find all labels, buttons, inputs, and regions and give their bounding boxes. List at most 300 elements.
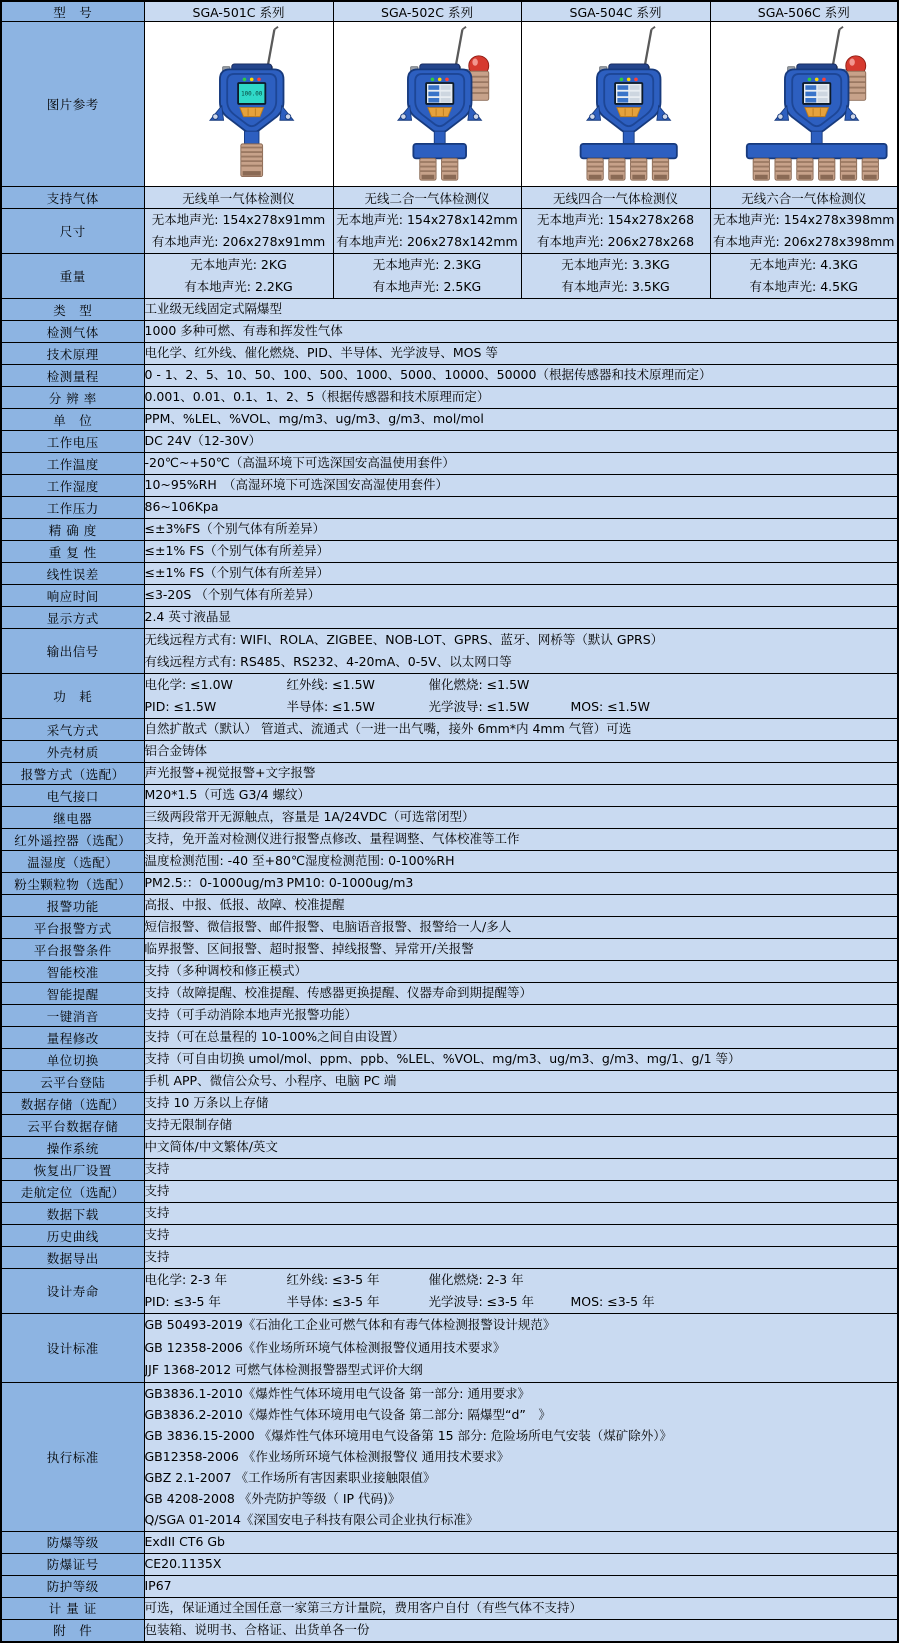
value-text: 电化学: 2-3 年: [144, 1272, 228, 1287]
value-line: [145, 1115, 898, 1136]
value-text: PM10: 0-1000ug/m3: [286, 875, 414, 891]
product-image-cell-1: [333, 22, 521, 187]
spec-label-46: 防爆证号: [1, 1553, 144, 1575]
value-line: [145, 563, 898, 584]
value-line: [145, 1159, 898, 1180]
value-text: 无本地声光: 154x278x268: [536, 212, 695, 227]
spec-value-47: [144, 1575, 898, 1597]
spec-value-35: [144, 1115, 898, 1137]
spec-label-42: 设计寿命: [1, 1269, 144, 1314]
value-line: [145, 585, 898, 606]
spec-row: [1, 961, 898, 983]
spec-value-20: [144, 785, 898, 807]
spec-value-24: [144, 873, 898, 895]
spec-row: [1, 1575, 898, 1597]
value-line: [145, 1359, 898, 1382]
value-text: ≤±3%FS（个别气体有所差异）: [144, 521, 326, 537]
spec-label-48: 计 量 证: [1, 1597, 144, 1619]
value-text: CE20.1135X: [144, 1555, 222, 1571]
value-text: IP67: [144, 1577, 172, 1593]
spec-row: [1, 585, 898, 607]
spec-label-17: 采气方式: [1, 719, 144, 741]
value-text: 支持（故障提醒、校准提醒、传感器更换提醒、仪器寿命到期提醒等）: [144, 985, 533, 1001]
spec-row: [1, 541, 898, 563]
value-line: [145, 1137, 898, 1158]
spec-row: [1, 497, 898, 519]
spec-value-21: [144, 807, 898, 829]
spec-label-21: 继电器: [1, 807, 144, 829]
value-text: 有本地声光: 206x278x398mm: [713, 234, 895, 249]
value-line: [334, 276, 521, 298]
spec-label-35: 云平台数据存储: [1, 1115, 144, 1137]
spec-value-38: [144, 1181, 898, 1203]
value-text: 有本地声光: 206x278x142mm: [336, 234, 518, 249]
value-line: [145, 961, 898, 982]
value-line: [145, 1247, 898, 1268]
spec-row: [1, 475, 898, 497]
spec-label-33: 云平台登陆: [1, 1071, 144, 1093]
spec-row: [1, 763, 898, 785]
value-text: DC 24V（12-30V）: [144, 433, 262, 449]
value-text: 手机 APP、微信公众号、小程序、电脑 PC 端: [144, 1073, 397, 1089]
spec-value-9: [144, 497, 898, 519]
support-value-2: 无线四合一气体检测仪: [521, 187, 710, 209]
spec-value-40: [144, 1225, 898, 1247]
product-image-cell-0: [144, 22, 333, 187]
value-line: [145, 1225, 898, 1246]
spec-value-12: [144, 563, 898, 585]
spec-table-body: [1, 1, 898, 1642]
value-line: [145, 519, 898, 540]
model-header-label: 型 号: [1, 1, 144, 22]
value-text: MOS: ≤1.5W: [570, 699, 650, 714]
value-line: [145, 1005, 898, 1026]
spec-label-25: 报警功能: [1, 895, 144, 917]
value-line: [145, 895, 898, 916]
spec-value-17: [144, 719, 898, 741]
value-text: PID: ≤3-5 年: [144, 1294, 221, 1309]
value-text: 支持，免开盖对检测仪进行报警点修改、量程调整、气体校准等工作: [144, 831, 520, 847]
spec-row: [1, 409, 898, 431]
spec-value-36: [144, 1137, 898, 1159]
value-line: [145, 1532, 898, 1553]
spec-row: [1, 321, 898, 343]
spec-value-2: [144, 343, 898, 365]
value-text: 支持: [144, 1161, 170, 1177]
value-line: [145, 343, 898, 364]
spec-value-13: [144, 585, 898, 607]
spec-label-44: 执行标准: [1, 1382, 144, 1531]
spec-label-36: 操作系统: [1, 1137, 144, 1159]
spec-row: [1, 895, 898, 917]
value-text: 工业级无线固定式隔爆型: [144, 301, 283, 317]
value-text: 支持: [144, 1249, 170, 1265]
size-row-value-1: [333, 209, 521, 254]
spec-value-27: [144, 939, 898, 961]
gas-detector-single-icon: [148, 24, 330, 182]
value-line: [145, 1509, 898, 1530]
value-line: [145, 409, 898, 430]
spec-value-7: [144, 453, 898, 475]
image-row: [1, 22, 898, 187]
value-text: 无线远程方式有: WIFI、ROLA、ZIGBEE、NOB-LOT、GPRS、蓝牙、网桥等（默认 GPRS）: [144, 632, 664, 647]
value-text: 无本地声光: 2KG: [190, 257, 287, 272]
value-text: 自然扩散式（默认） 管道式、流通式（一进一出气嘴，接外 6mm*内 4mm 气管）可选: [144, 721, 632, 737]
spec-label-37: 恢复出厂设置: [1, 1159, 144, 1181]
spec-label-5: 单 位: [1, 409, 144, 431]
spec-value-42: [144, 1269, 898, 1314]
value-text: ExdII CT6 Gb: [144, 1533, 225, 1549]
spec-row: [1, 1071, 898, 1093]
value-line: [145, 651, 898, 673]
value-text: 铝合金铸体: [144, 743, 208, 759]
value-text: 支持: [144, 1183, 170, 1199]
value-text: 半导体: ≤3-5 年: [286, 1294, 380, 1309]
spec-label-38: 走航定位（选配）: [1, 1181, 144, 1203]
spec-row: [1, 343, 898, 365]
value-text: 有本地声光: 206x278x268: [536, 234, 695, 249]
image-row-label: 图片参考: [1, 22, 144, 187]
value-line: [145, 1446, 898, 1467]
spec-row: [1, 983, 898, 1005]
value-text: -20℃~+50℃（高温环境下可选深国安高温使用套件）: [144, 455, 455, 471]
value-line: [145, 1071, 898, 1092]
value-text: 催化燃烧: ≤1.5W: [428, 677, 530, 692]
spec-row: [1, 629, 898, 674]
value-line: [145, 607, 898, 628]
product-image-cell-2: [521, 22, 710, 187]
value-text: ≤±1% FS（个别气体有所差异）: [144, 565, 330, 581]
spec-row: [1, 563, 898, 585]
spec-row: [1, 1247, 898, 1269]
value-line: [145, 1093, 898, 1114]
value-text: MOS: ≤3-5 年: [570, 1294, 655, 1309]
spec-value-31: [144, 1027, 898, 1049]
value-text: PM2.5:：0-1000ug/m3: [144, 875, 284, 891]
value-text: 可选，保证通过全国任意一家第三方计量院，费用客户自付（有些气体不支持）: [144, 1599, 583, 1615]
value-text: 电化学、红外线、催化燃烧、PID、半导体、光学波导、MOS 等: [144, 345, 498, 361]
value-line: [145, 1203, 898, 1224]
size-row-value-3: [710, 209, 898, 254]
value-line: [145, 209, 333, 231]
value-text: 有本地声光: 2.5KG: [372, 279, 482, 294]
spec-value-49: [144, 1619, 898, 1642]
spec-label-13: 响应时间: [1, 585, 144, 607]
spec-row: [1, 1314, 898, 1383]
spec-label-20: 电气接口: [1, 785, 144, 807]
value-text: 无本地声光: 4.3KG: [749, 257, 858, 272]
value-text: 高报、中报、低报、故障、校准提醒: [144, 897, 345, 913]
value-text: GB 12358-2006《作业场所环境气体检测报警仪通用技术要求》: [144, 1339, 506, 1355]
gas-detector-quad-icon: [525, 24, 707, 182]
value-line: [145, 497, 898, 518]
weight-row-value-0: [144, 254, 333, 299]
value-text: GB 4208-2008 《外壳防护等级（ IP 代码)》: [144, 1491, 401, 1506]
value-line: [145, 453, 898, 474]
value-line: [145, 807, 898, 828]
value-text: 电化学: ≤1.0W: [144, 677, 233, 692]
value-text: 支持: [144, 1205, 170, 1221]
value-line: [145, 1269, 898, 1291]
value-text: 0.001、0.01、0.1、1、2、5（根据传感器和技术原理而定）: [144, 389, 490, 405]
spec-row: [1, 785, 898, 807]
spec-row: [1, 1225, 898, 1247]
spec-value-32: [144, 1049, 898, 1071]
spec-label-39: 数据下载: [1, 1203, 144, 1225]
value-text: JJF 1368-2012 可燃气体检测报警器型式评价大纲: [144, 1362, 423, 1377]
spec-row: [1, 1597, 898, 1619]
value-text: 支持: [144, 1227, 170, 1243]
model-header-1: SGA-502C 系列: [333, 1, 521, 22]
value-line: [145, 276, 333, 298]
spec-value-11: [144, 541, 898, 563]
value-line: [711, 231, 898, 253]
value-line: [522, 276, 710, 298]
value-line: [145, 1467, 898, 1488]
value-line: [145, 719, 898, 740]
spec-value-39: [144, 1203, 898, 1225]
value-line: [145, 1620, 898, 1641]
value-line: [145, 1314, 898, 1337]
spec-row: [1, 431, 898, 453]
spec-value-4: [144, 387, 898, 409]
spec-row: [1, 1027, 898, 1049]
spec-row: [1, 1531, 898, 1553]
support-value-1: 无线二合一气体检测仪: [333, 187, 521, 209]
svg-text:100.00: 100.00: [240, 91, 262, 98]
support-row-label: 支持气体: [1, 187, 144, 209]
value-line: [145, 431, 898, 452]
value-line: [711, 209, 898, 231]
spec-label-8: 工作湿度: [1, 475, 144, 497]
spec-value-45: [144, 1531, 898, 1553]
value-text: 有本地声光: 3.5KG: [561, 279, 670, 294]
spec-label-28: 智能校准: [1, 961, 144, 983]
spec-value-23: [144, 851, 898, 873]
value-text: 2.4 英寸液晶显: [144, 609, 231, 625]
value-text: 半导体: ≤1.5W: [286, 699, 375, 714]
value-text: 无本地声光: 154x278x142mm: [336, 212, 518, 227]
value-line: [145, 387, 898, 408]
spec-value-43: [144, 1314, 898, 1383]
spec-row: [1, 851, 898, 873]
spec-label-19: 报警方式（选配）: [1, 763, 144, 785]
spec-value-44: [144, 1382, 898, 1531]
value-line: [334, 209, 521, 231]
spec-label-31: 量程修改: [1, 1027, 144, 1049]
value-line: [145, 629, 898, 651]
value-text: 有本地声光: 206x278x91mm: [151, 234, 326, 249]
support-value-3: 无线六合一气体检测仪: [710, 187, 898, 209]
value-text: 支持无限制存储: [144, 1117, 233, 1133]
spec-row: [1, 607, 898, 629]
value-text: GBZ 2.1-2007 《工作场所有害因素职业接触限值》: [144, 1470, 436, 1485]
value-line: [145, 1181, 898, 1202]
value-line: [145, 1598, 898, 1619]
value-text: 支持（可在总量程的 10-100%之间自由设置）: [144, 1029, 405, 1045]
value-text: 无本地声光: 3.3KG: [561, 257, 670, 272]
spec-value-25: [144, 895, 898, 917]
support-value-0: 无线单一气体检测仪: [144, 187, 333, 209]
spec-label-23: 温湿度（选配）: [1, 851, 144, 873]
value-text: 催化燃烧: 2-3 年: [428, 1272, 524, 1287]
spec-row: [1, 674, 898, 719]
value-text: 光学波导: ≤3-5 年: [428, 1294, 535, 1309]
spec-row: [1, 1553, 898, 1575]
value-line: [145, 1404, 898, 1425]
spec-label-3: 检测量程: [1, 365, 144, 387]
value-text: 支持（多种调校和修正模式）: [144, 963, 308, 979]
spec-label-11: 重 复 性: [1, 541, 144, 563]
model-header-2: SGA-504C 系列: [521, 1, 710, 22]
value-text: 光学波导: ≤1.5W: [428, 699, 530, 714]
value-text: 三级两段常开无源触点，容量是 1A/24VDC（可选常闭型）: [144, 809, 475, 825]
value-line: [145, 1425, 898, 1446]
spec-value-33: [144, 1071, 898, 1093]
weight-row-value-3: [710, 254, 898, 299]
spec-value-5: [144, 409, 898, 431]
spec-row: [1, 1005, 898, 1027]
spec-value-30: [144, 1005, 898, 1027]
gas-detector-hex-icon: [713, 24, 895, 182]
weight-row-label: 重量: [1, 254, 144, 299]
value-line: [145, 541, 898, 562]
spec-row: [1, 1137, 898, 1159]
spec-label-6: 工作电压: [1, 431, 144, 453]
value-text: 1000 多种可燃、有毒和挥发性气体: [144, 323, 343, 339]
spec-label-12: 线性误差: [1, 563, 144, 585]
spec-label-22: 红外遥控器（选配）: [1, 829, 144, 851]
value-text: GB12358-2006 《作业场所环境气体检测报警仪 通用技术要求》: [144, 1449, 510, 1464]
spec-row: [1, 807, 898, 829]
spec-row: [1, 519, 898, 541]
value-line: [522, 231, 710, 253]
spec-value-26: [144, 917, 898, 939]
spec-label-4: 分 辨 率: [1, 387, 144, 409]
spec-row: [1, 1159, 898, 1181]
value-line: [145, 254, 333, 276]
spec-row: [1, 299, 898, 321]
spec-row: [1, 365, 898, 387]
spec-value-3: [144, 365, 898, 387]
size-row: [1, 209, 898, 254]
value-line: [145, 1337, 898, 1360]
spec-label-10: 精 确 度: [1, 519, 144, 541]
spec-row: [1, 1093, 898, 1115]
spec-value-1: [144, 321, 898, 343]
value-text: 无本地声光: 154x278x91mm: [151, 212, 326, 227]
value-line: [522, 209, 710, 231]
value-line: [145, 851, 898, 872]
value-line: [145, 939, 898, 960]
value-line: [145, 983, 898, 1004]
value-text: 湿度检测范围: 0-100%RH: [305, 853, 455, 869]
value-line: [145, 1383, 898, 1404]
value-line: [711, 276, 898, 298]
spec-label-15: 输出信号: [1, 629, 144, 674]
spec-label-0: 类 型: [1, 299, 144, 321]
spec-value-34: [144, 1093, 898, 1115]
value-text: ≤±1% FS（个别气体有所差异）: [144, 543, 330, 559]
value-line: [145, 321, 898, 342]
value-text: 86~106Kpa: [144, 499, 219, 515]
value-text: 温度检测范围: -40 至+80℃: [144, 853, 305, 869]
value-text: 红外线: ≤3-5 年: [286, 1272, 380, 1287]
value-text: 红外线: ≤1.5W: [286, 677, 375, 692]
spec-label-45: 防爆等级: [1, 1531, 144, 1553]
spec-row: [1, 939, 898, 961]
value-line: [522, 254, 710, 276]
spec-label-49: 附 件: [1, 1619, 144, 1642]
size-row-value-2: [521, 209, 710, 254]
spec-label-41: 数据导出: [1, 1247, 144, 1269]
header-row: [1, 1, 898, 22]
value-text: GB3836.2-2010《爆炸性气体环境用电气设备 第二部分: 隔爆型“d” 》: [144, 1407, 551, 1422]
spec-value-10: [144, 519, 898, 541]
spec-label-7: 工作温度: [1, 453, 144, 475]
value-text: 支持（可手动消除本地声光报警功能）: [144, 1007, 358, 1023]
spec-row: [1, 1181, 898, 1203]
value-line: [145, 1554, 898, 1575]
spec-value-8: [144, 475, 898, 497]
spec-value-14: [144, 607, 898, 629]
spec-label-34: 数据存储（选配）: [1, 1093, 144, 1115]
value-line: [145, 231, 333, 253]
spec-label-32: 单位切换: [1, 1049, 144, 1071]
spec-value-6: [144, 431, 898, 453]
size-row-value-0: [144, 209, 333, 254]
spec-value-46: [144, 1553, 898, 1575]
value-line: [145, 365, 898, 386]
value-text: PID: ≤1.5W: [144, 699, 217, 714]
spec-label-24: 粉尘颗粒物（选配）: [1, 873, 144, 895]
size-row-label: 尺寸: [1, 209, 144, 254]
value-line: [145, 829, 898, 850]
value-text: 支持（可自由切换 umol/mol、ppm、ppb、%LEL、%VOL、mg/m3、ug/m3、g/m3、mg/1、g/1 等）: [144, 1051, 741, 1067]
value-line: [145, 785, 898, 806]
spec-row: [1, 387, 898, 409]
model-header-3: SGA-506C 系列: [710, 1, 898, 22]
spec-row: [1, 741, 898, 763]
value-text: 有本地声光: 4.5KG: [749, 279, 858, 294]
value-text: 无本地声光: 154x278x398mm: [713, 212, 895, 227]
value-text: GB 50493-2019《石油化工企业可燃气体和有毒气体检测报警设计规范》: [144, 1317, 556, 1332]
value-text: 支持 10 万条以上存储: [144, 1095, 269, 1111]
spec-label-47: 防护等级: [1, 1575, 144, 1597]
product-image-cell-3: [710, 22, 898, 187]
value-line: [145, 475, 898, 496]
value-line: [145, 917, 898, 938]
spec-value-48: [144, 1597, 898, 1619]
value-text: 短信报警、微信报警、邮件报警、电脑语音报警、报警给一人/多人: [144, 919, 512, 935]
support-row: [1, 187, 898, 209]
spec-label-26: 平台报警方式: [1, 917, 144, 939]
spec-value-19: [144, 763, 898, 785]
value-line: [334, 254, 521, 276]
spec-value-29: [144, 983, 898, 1005]
weight-row-value-2: [521, 254, 710, 299]
gas-detector-dual-icon: [336, 24, 518, 182]
spec-value-15: [144, 629, 898, 674]
value-text: GB3836.1-2010《爆炸性气体环境用电气设备 第一部分: 通用要求》: [144, 1386, 530, 1401]
spec-label-14: 显示方式: [1, 607, 144, 629]
value-line: [145, 763, 898, 784]
spec-row: [1, 917, 898, 939]
value-line: [145, 1488, 898, 1509]
value-text: 无本地声光: 2.3KG: [372, 257, 482, 272]
value-line: [145, 1291, 898, 1313]
model-header-0: SGA-501C 系列: [144, 1, 333, 22]
